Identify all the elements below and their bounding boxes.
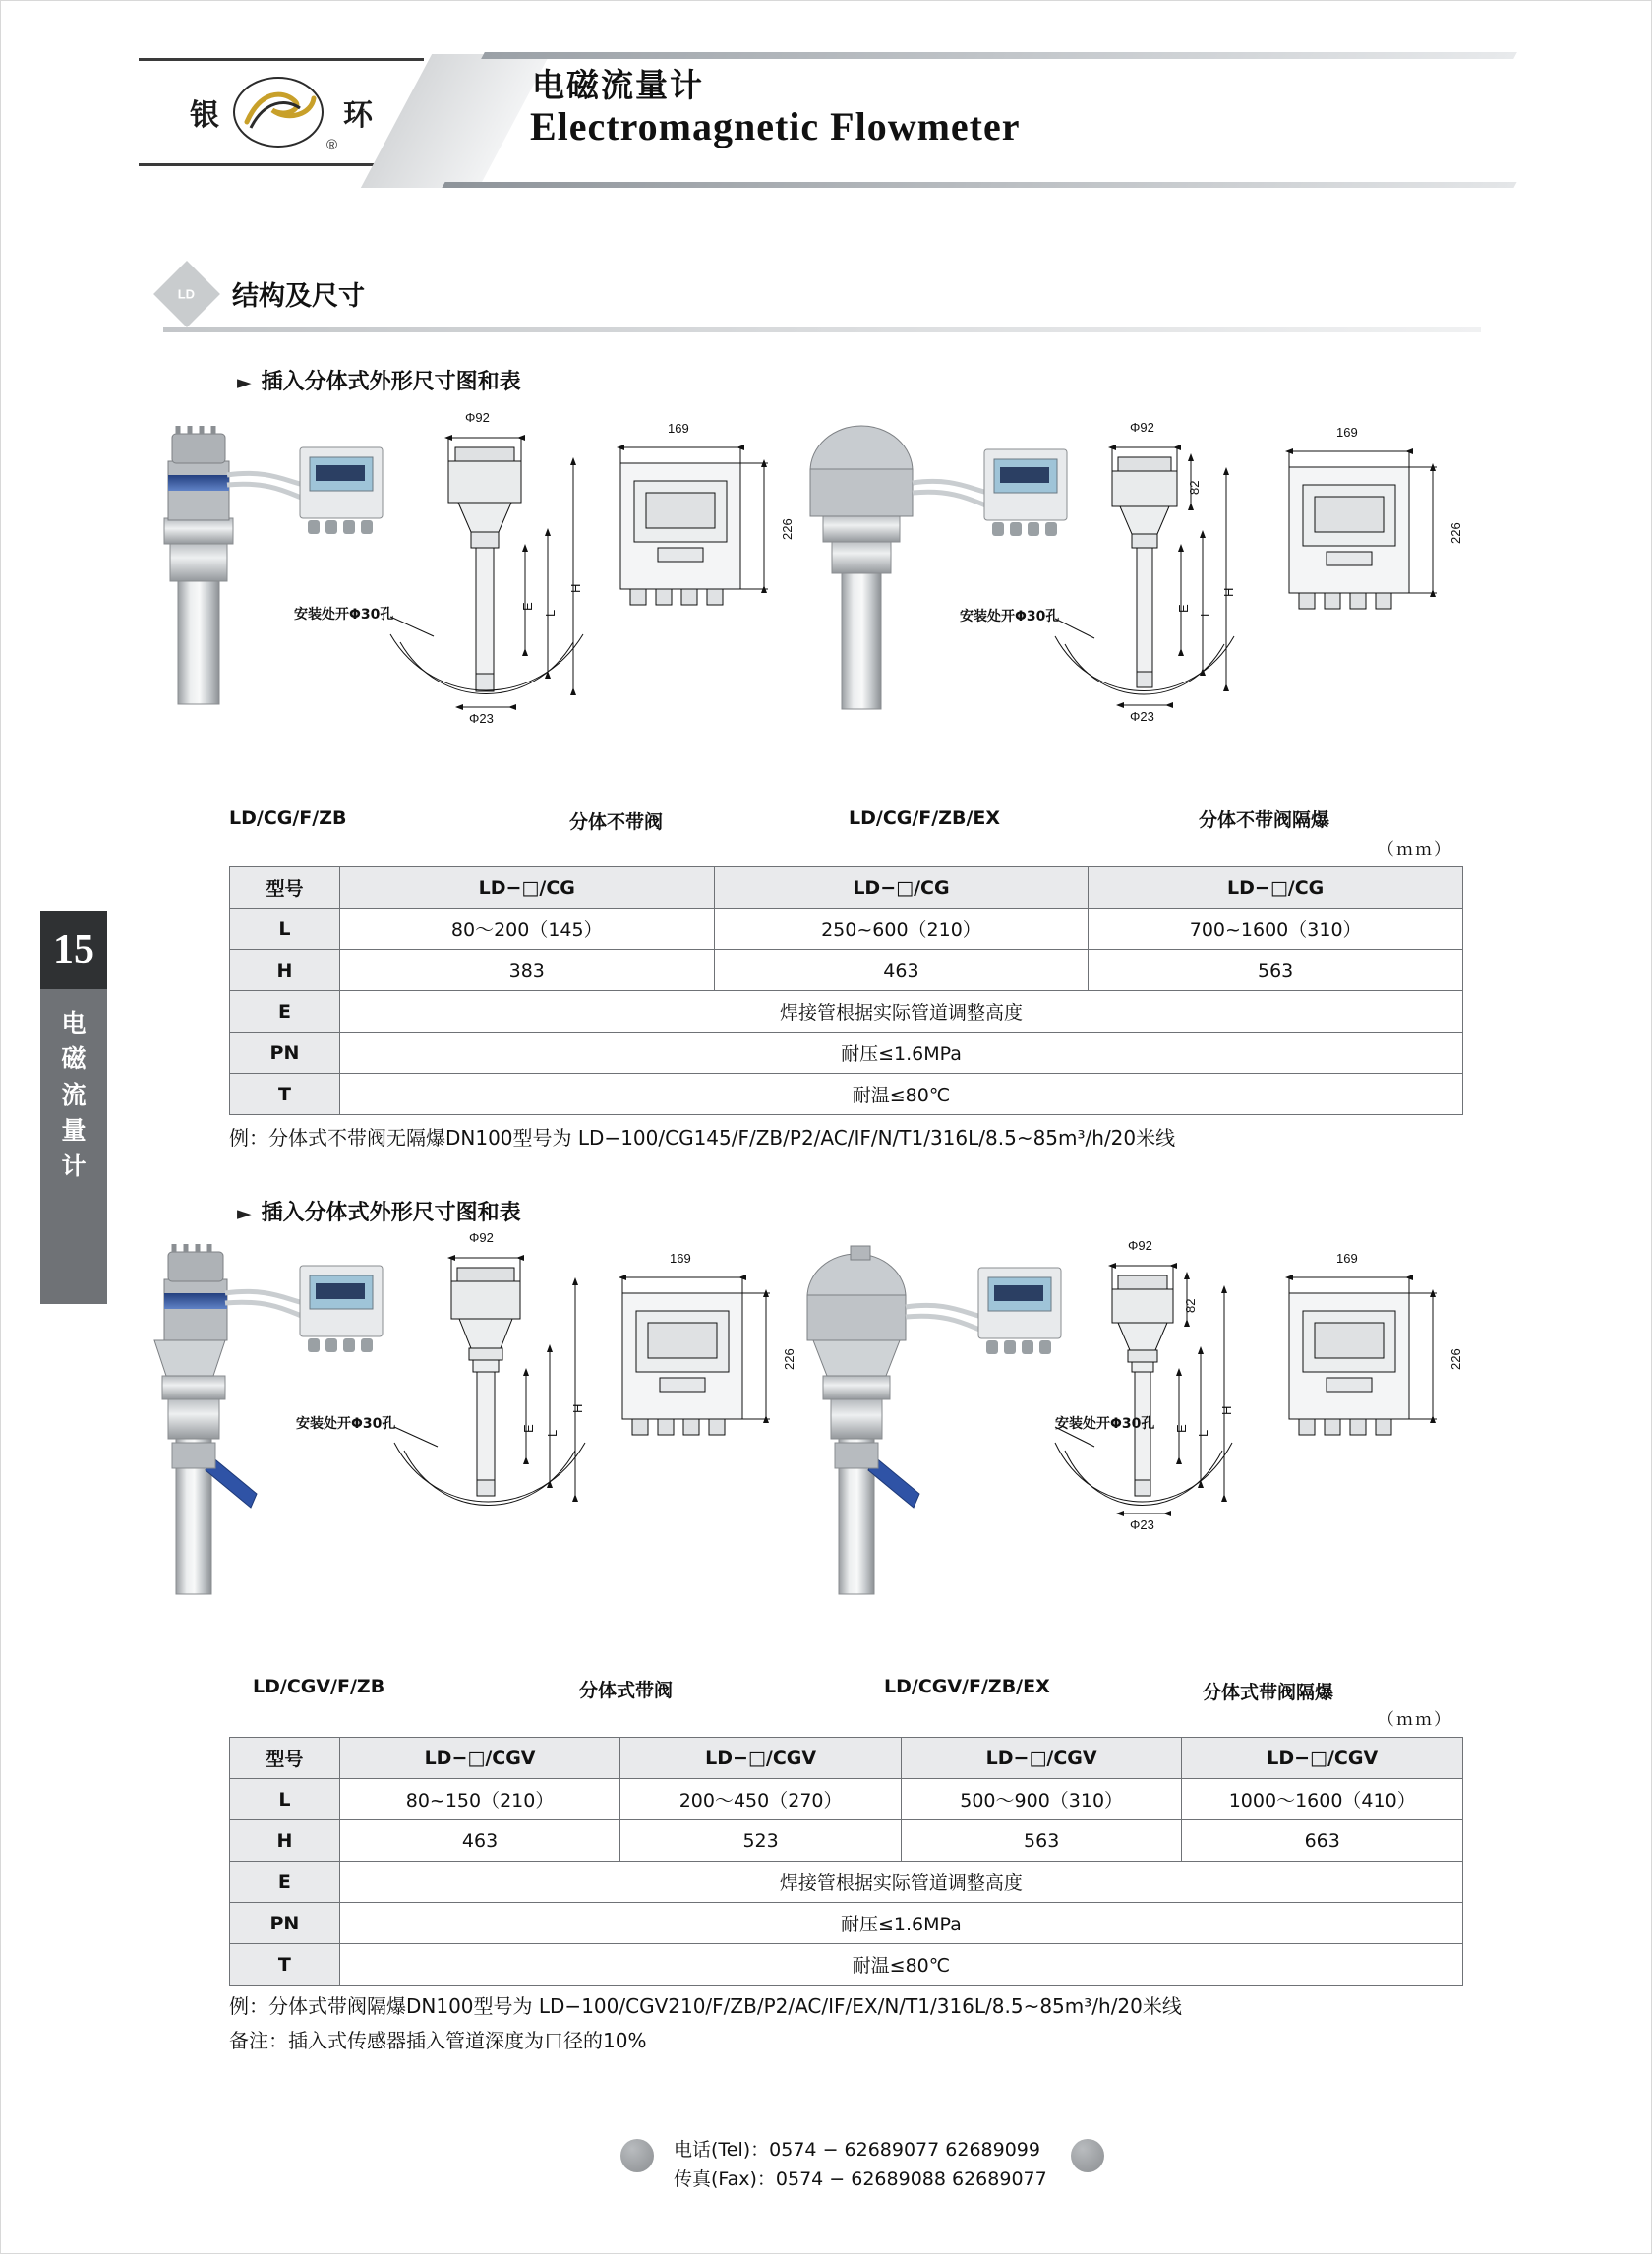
cell-row-label-T: T (230, 1944, 340, 1986)
sidebar-char: 计 (61, 1152, 87, 1180)
title-english: Electromagnetic Flowmeter (530, 104, 1021, 148)
logo-mark-icon (227, 73, 337, 153)
cell-row-label-E: E (230, 1862, 340, 1903)
table-row (230, 1820, 1463, 1862)
dim-169-4: 169 (1336, 1251, 1358, 1266)
block2-dimension-table (229, 1737, 1463, 1986)
dim-226-2: 226 (1448, 522, 1463, 544)
cell-E-value: 焊接管根据实际管道调整高度 (339, 1862, 1462, 1903)
title-chinese: 电磁流量计 (532, 66, 704, 104)
hole-note-1: 安装处开Φ30孔 (294, 607, 394, 623)
dim-82-1: 82 (1187, 480, 1202, 495)
section-badge-label: LD (178, 286, 196, 302)
dim-169-1: 169 (668, 421, 689, 436)
cell-H-1: 383 (339, 950, 714, 991)
dim-169-3: 169 (670, 1251, 691, 1266)
block1-caption-model-right: LD/CG/F/ZB/EX (849, 807, 1001, 829)
converter-drawing-4 (1289, 1277, 1437, 1435)
sidebar-char: 电 (61, 1009, 87, 1038)
table-row (230, 991, 1463, 1033)
block2-caption-desc-right: 分体式带阀隔爆 (1203, 1682, 1334, 1703)
dim-169-2: 169 (1336, 425, 1358, 440)
cell-row-label-PN: PN (230, 1033, 340, 1074)
converter-drawing-3 (622, 1277, 770, 1435)
section-badge-icon (153, 261, 220, 327)
dim-L-4: L (1196, 1429, 1210, 1437)
table-row (230, 950, 1463, 991)
hole-note-2: 安装处开Φ30孔 (960, 609, 1060, 624)
banner-top-rule (481, 52, 1517, 59)
banner-bottom-rule (442, 182, 1516, 188)
device-photo-ex-1 (810, 426, 1067, 709)
dim-H-1: H (568, 583, 583, 593)
cell-H-1: 463 (339, 1820, 620, 1862)
cell-header-model-1: LD−□/CG (339, 867, 714, 909)
cell-row-label-H: H (230, 950, 340, 991)
cell-header-model-2: LD−□/CG (714, 867, 1089, 909)
table-row (230, 1903, 1463, 1944)
page-footer (1, 2115, 1652, 2224)
block1-unit: （ｍｍ） (1378, 840, 1452, 859)
cell-PN-value: 耐压≤1.6MPa (339, 1903, 1462, 1944)
dim-226-3: 226 (782, 1348, 796, 1370)
cell-H-3: 563 (1089, 950, 1463, 991)
dim-phi23-1: Φ23 (469, 711, 494, 726)
cell-L-4: 1000～1600（410） (1182, 1779, 1463, 1820)
cell-header-model-2: LD−□/CGV (620, 1738, 902, 1779)
logo-swoosh-icon (243, 89, 318, 134)
cell-row-label-L: L (230, 1779, 340, 1820)
cell-row-label-E: E (230, 991, 340, 1033)
cell-L-1: 80~150（210） (339, 1779, 620, 1820)
line-drawing-3 (394, 1258, 585, 1506)
dim-phi23-2: Φ23 (1130, 709, 1154, 724)
hole-note-4: 安装处开Φ30孔 (1055, 1416, 1155, 1432)
cell-header-model-4: LD−□/CGV (1182, 1738, 1463, 1779)
section-divider (163, 327, 1481, 332)
block1-example: 例：分体式不带阀无隔爆DN100型号为 LD−100/CG145/F/ZB/P2/AC/IF/N/T1/316L/8.5~85m³/h/20米线 (229, 1126, 1176, 1150)
converter-drawing-2 (1289, 451, 1437, 609)
table-row (230, 1779, 1463, 1820)
arrow-right-icon: ► (237, 372, 252, 393)
block1-drawings (198, 410, 1496, 817)
table-row-header (230, 867, 1463, 909)
dim-226-1: 226 (780, 518, 795, 540)
table-row (230, 909, 1463, 950)
dim-E-4: E (1174, 1424, 1189, 1433)
dim-phi92-4: Φ92 (1128, 1238, 1152, 1253)
registered-mark-icon: ® (325, 137, 337, 153)
cell-E-value: 焊接管根据实际管道调整高度 (339, 991, 1462, 1033)
cell-L-3: 700~1600（310） (1089, 909, 1463, 950)
converter-drawing-1 (620, 447, 768, 605)
cell-PN-value: 耐压≤1.6MPa (339, 1033, 1462, 1074)
cell-H-2: 523 (620, 1820, 902, 1862)
cell-header-type: 型号 (230, 1738, 340, 1779)
sidebar-char: 磁 (61, 1044, 87, 1074)
dim-82-2: 82 (1183, 1298, 1198, 1313)
hole-note-3: 安装处开Φ30孔 (296, 1416, 396, 1432)
block2-caption-model-right: LD/CGV/F/ZB/EX (884, 1676, 1050, 1697)
footer-dot-left-icon (620, 2139, 654, 2172)
logo-text-left: 银 (190, 98, 219, 133)
dim-phi92-2: Φ92 (1130, 420, 1154, 435)
dim-phi23-3: Φ23 (1130, 1517, 1154, 1532)
block1-subheading: ► 插入分体式外形尺寸图和表 (237, 370, 521, 394)
line-drawing-1 (390, 438, 583, 707)
cell-row-label-L: L (230, 909, 340, 950)
cell-L-2: 200～450（270） (620, 1779, 902, 1820)
block2-caption-model-left: LD/CGV/F/ZB (253, 1676, 385, 1697)
block2-subheading: ► 插入分体式外形尺寸图和表 (237, 1201, 521, 1225)
cell-T-value: 耐温≤80℃ (339, 1074, 1462, 1115)
dim-H-2: H (1221, 587, 1236, 597)
dim-H-3: H (570, 1403, 585, 1413)
dim-phi92-3: Φ92 (469, 1230, 494, 1245)
block2-drawings (198, 1230, 1496, 1673)
title-banner (424, 46, 1515, 184)
block2-example: 例：分体式带阀隔爆DN100型号为 LD−100/CGV210/F/ZB/P2/AC/IF/EX/N/T1/316L/8.5~85m³/h/20米线 (229, 1994, 1182, 2018)
dim-226-4: 226 (1448, 1348, 1463, 1370)
dim-L-1: L (543, 609, 558, 617)
footer-fax: 传真(Fax)：0574 − 62689088 62689077 (674, 2168, 1047, 2190)
block2-unit: （ｍｍ） (1378, 1710, 1452, 1729)
dim-H-4: H (1219, 1405, 1234, 1415)
cell-row-label-H: H (230, 1820, 340, 1862)
line-drawing-2 (1055, 447, 1234, 705)
cell-header-model-3: LD−□/CG (1089, 867, 1463, 909)
table-row (230, 1862, 1463, 1903)
table-row (230, 1033, 1463, 1074)
dim-E-2: E (1176, 604, 1191, 613)
dim-E-1: E (520, 602, 535, 611)
arrow-right-icon: ► (237, 1203, 252, 1224)
dim-E-3: E (521, 1424, 536, 1433)
table-row (230, 1074, 1463, 1115)
cell-L-2: 250~600（210） (714, 909, 1089, 950)
sidebar-char: 流 (61, 1080, 87, 1109)
sidebar-vertical-title (40, 994, 107, 1299)
dim-L-2: L (1198, 609, 1212, 617)
block1-caption-desc-right: 分体不带阀隔爆 (1199, 809, 1330, 831)
cell-H-2: 463 (714, 950, 1089, 991)
block2-caption-desc-left: 分体式带阀 (579, 1680, 674, 1701)
dim-phi92-1: Φ92 (465, 410, 490, 425)
footer-tel: 电话(Tel)：0574 − 62689077 62689099 (674, 2139, 1040, 2161)
block1-caption-desc-left: 分体不带阀 (569, 811, 664, 833)
table-row (230, 1944, 1463, 1986)
dim-L-3: L (545, 1429, 560, 1437)
device-photo-valve-ex (807, 1246, 1061, 1594)
block2-drawing-svg (198, 1250, 1496, 1673)
cell-H-3: 563 (901, 1820, 1182, 1862)
block2-note: 备注：插入式传感器插入管道深度为口径的10% (229, 2029, 647, 2052)
section-title: 结构及尺寸 (232, 281, 365, 312)
cell-header-model-3: LD−□/CGV (901, 1738, 1182, 1779)
table-row-header (230, 1738, 1463, 1779)
cell-T-value: 耐温≤80℃ (339, 1944, 1462, 1986)
section-heading (163, 267, 1481, 327)
page-number: 15 (40, 911, 107, 989)
cell-row-label-T: T (230, 1074, 340, 1115)
cell-H-4: 663 (1182, 1820, 1463, 1862)
cell-L-3: 500～900（310） (901, 1779, 1182, 1820)
sidebar-char: 量 (61, 1115, 87, 1145)
block1-dimension-table (229, 866, 1463, 1115)
cell-row-label-PN: PN (230, 1903, 340, 1944)
cell-header-model-1: LD−□/CGV (339, 1738, 620, 1779)
page-header (1, 1, 1652, 237)
line-drawing-4 (1055, 1266, 1232, 1513)
footer-dot-right-icon (1071, 2139, 1104, 2172)
logo-text-right: 环 (343, 98, 373, 133)
cell-header-type: 型号 (230, 867, 340, 909)
block1-caption-model-left: LD/CG/F/ZB (229, 807, 347, 829)
cell-L-1: 80～200（145） (339, 909, 714, 950)
device-photo-1 (164, 426, 383, 704)
